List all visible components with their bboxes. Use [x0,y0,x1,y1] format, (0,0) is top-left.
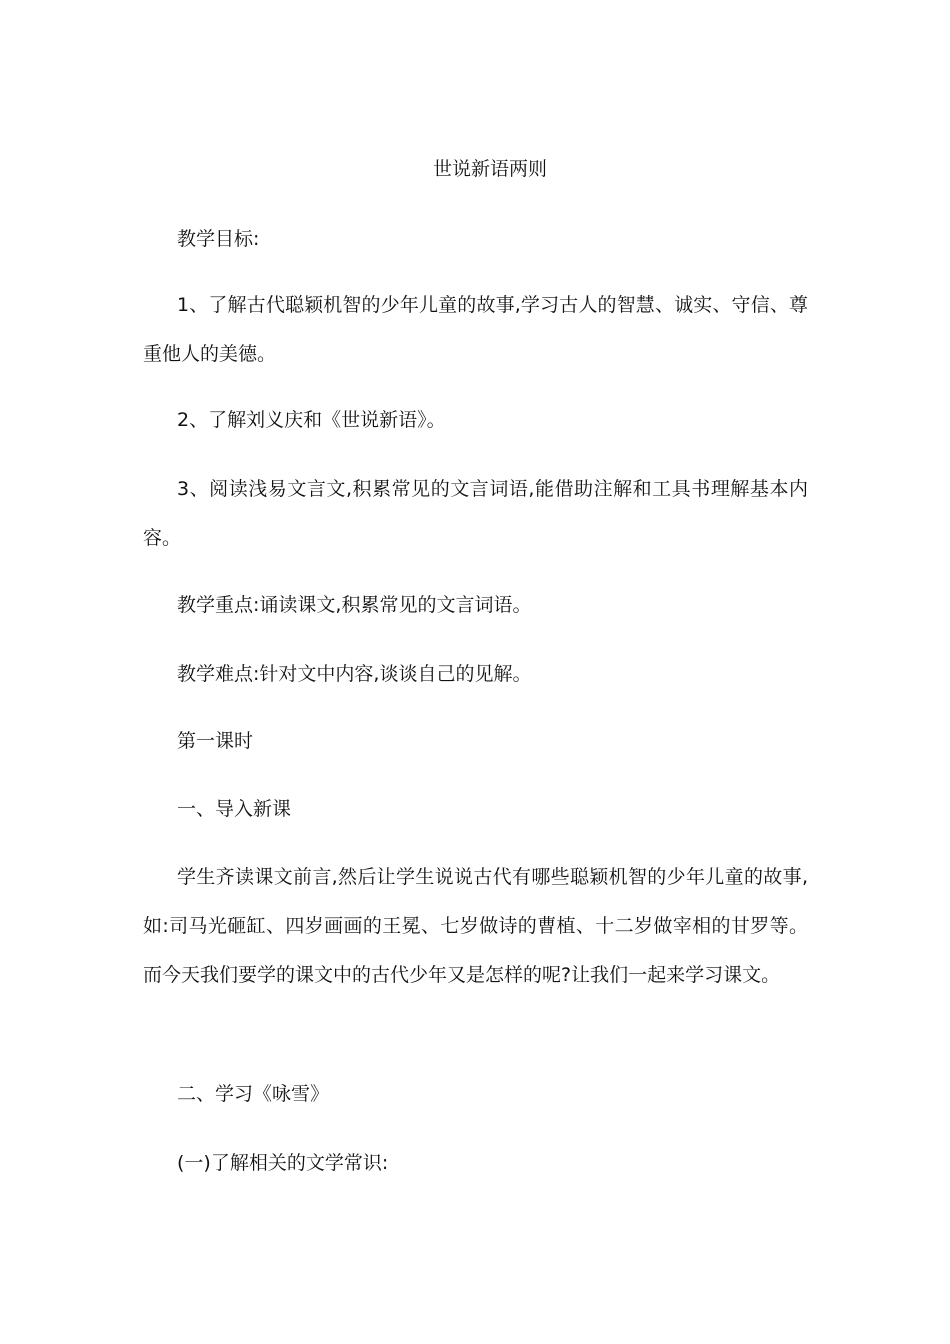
introduction-paragraph: 学生齐读课文前言,然后让学生说说古代有哪些聪颖机智的少年儿童的故事,如:司马光砸缸、四岁画画的王冕、七岁做诗的曹植、十二岁做宰相的甘罗等。而今天我们要学的课文中的古代少年又是怎样的呢?让我们一起来学习课文。 [143,866,808,986]
objective-item-3: 3、阅读浅易文言文,积累常见的文言词语,能借助注解和工具书理解基本内容。 [143,478,808,549]
objective-item-1: 1、了解古代聪颖机智的少年儿童的故事,学习古人的智慧、诚实、守信、尊重他人的美德。 [143,294,808,365]
teaching-difficulty: 教学难点:针对文中内容,谈谈自己的见解。 [177,663,532,685]
subsection-heading-literary-knowledge: (一)了解相关的文学常识: [177,1152,389,1174]
section-heading-yongxue: 二、学习《咏雪》 [177,1083,330,1105]
section-heading-introduction: 一、导入新课 [177,798,292,820]
section-heading-objectives: 教学目标: [177,228,260,250]
lesson-period-heading: 第一课时 [177,730,254,752]
teaching-key-point: 教学重点:诵读课文,积累常见的文言词语。 [177,594,532,616]
document-title: 世说新语两则 [432,158,547,180]
objective-item-2: 2、了解刘义庆和《世说新语》。 [177,409,446,431]
